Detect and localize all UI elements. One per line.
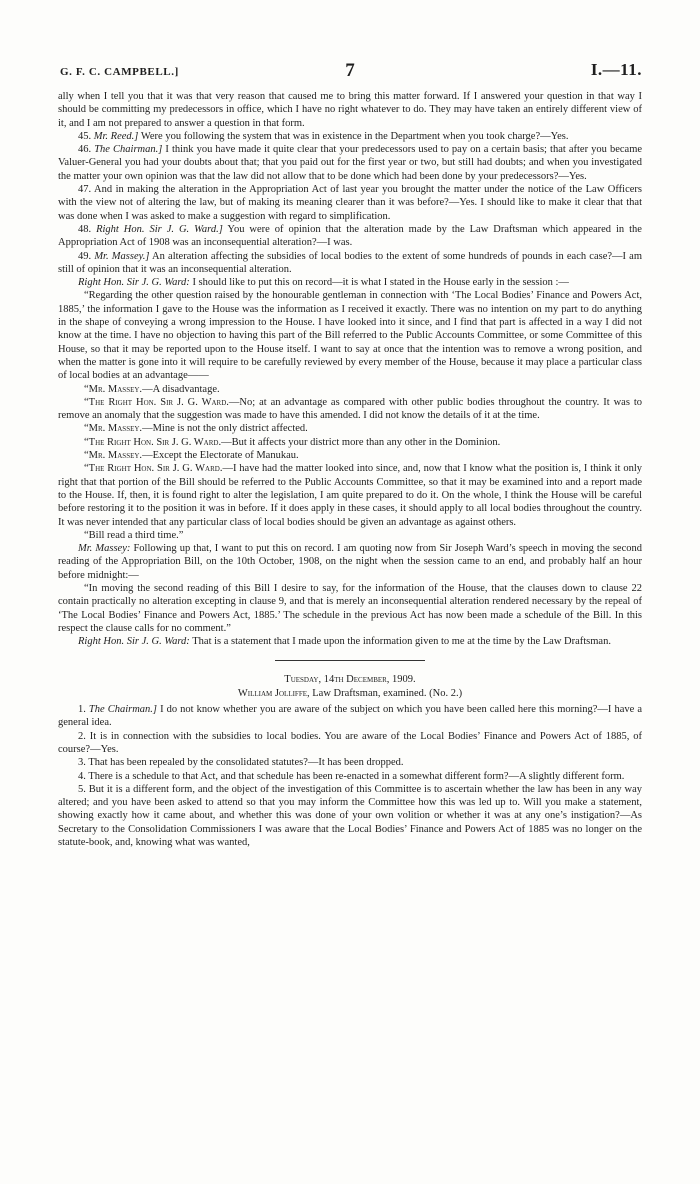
- speaker: Mr. Reed.]: [93, 130, 139, 142]
- ward-statement: Right Hon. Sir J. G. Ward: I should like to put this on record—it is what I stated in the House early in the session :—: [78, 277, 569, 289]
- question-46: 46. The Chairman.] I think you have made it quite clear that your predecessors used to pay on a certain basis; that after you became Valuer-General you had your doubts about that; that you paid out for the first year or two, but still had doubts; and when you investigated the matter your own opinion was that the law did not allow that to be done which had been done by your predecessors?—Yes.: [58, 144, 643, 182]
- section-divider: [275, 660, 425, 661]
- hansard-quote: “The Right Hon. Sir J. G. Ward.—I have had the matter looked into since, and, now that I know what the position is, I think it only right that that portion of the Bill should be referred to the Public Accounts Committee, so that it may be examined into and a report made to the House. If, then, it is found right to alter the legislation, I am quite prepared to do it. On the whole, I think the House will be careful before restoring it to the position it was in before. If it does apply in these cases, it should apply to all local bodies throughout the country. It was never intended that any particular class of local bodies should be given an advantage as against others.: [58, 463, 642, 528]
- speaker: The Chairman.]: [88, 704, 158, 716]
- question-3: 3. That has been repealed by the consolidated statutes?—It has been dropped.: [78, 757, 404, 769]
- speaker: Mr. Massey:: [78, 543, 131, 555]
- speaker: Right Hon. Sir J. G. Ward:: [78, 636, 190, 648]
- question-1: 1. The Chairman.] I do not know whether you are aware of the subject on which you have been called here this morning?—I have a general idea.: [58, 704, 642, 729]
- ward-reply: Right Hon. Sir J. G. Ward: That is a statement that I made upon the information given to me at the time by the Law Draftsman.: [78, 636, 611, 648]
- hansard-quote: “Mr. Massey.—A disadvantage.: [84, 383, 220, 395]
- speaker: Right Hon. Sir J. G. Ward:: [78, 277, 190, 289]
- hansard-quote: “Bill read a third time.”: [84, 529, 184, 541]
- hansard-quote: “Mr. Massey.—Mine is not the only district affected.: [84, 423, 308, 435]
- witness-heading: William Jolliffe, Law Draftsman, examined. (No. 2.): [237, 687, 463, 699]
- question-47: 47. And in making the alteration in the Appropriation Act of last year you brought the matter under the notice of the Law Officers with the view not of altering the law, but of making its meaning clearer than it was before?—Yes. I should like to make it clear that that was done when I was asked to make a suggestion with regard to simplification.: [58, 184, 642, 222]
- question-45: 45. Mr. Reed.] Were you following the system that was in existence in the Department when you took charge?—Yes.: [78, 130, 569, 142]
- hansard-quote: “Mr. Massey.—Except the Electorate of Manukau.: [84, 450, 299, 462]
- question-5: 5. But it is a different form, and the object of the investigation of this Committee is to ascertain whether the law has been in any way altered; and you have been asked to attend so that you may inform the Committee how this was led up to. Will you make a statement, showing exactly how it came about, and whether this was done of your own volition or whether it was at any one’s instigation?—As Secretary to the Consolidation Commissioners I was aware that the Local Bodies’ Finance and Powers Act of 1885 was no longer on the statute-book, and, knowing what was wanted,: [58, 783, 642, 849]
- paragraph-continued: ally when I tell you that it was that very reason that caused me to bring this matter forward. If I answered your question in that way I should be committing my predecessors in office, which I have no right whatever to do. They may have taken an entirely different view of it, and I am not prepared to answer a question in that form.: [58, 91, 642, 129]
- speaker: The Chairman.]: [94, 144, 163, 156]
- question-49: 49. Mr. Massey.] An alteration affecting the subsidies of local bodies to the extent of some hundreds of pounds in each case?—I am still of opinion that it was an inconsequential alteration.: [58, 250, 643, 275]
- hansard-quote: “Regarding the other question raised by the honourable gentleman in connection with ‘The Local Bodies’ Finance and Powers Act, 1885,’ the information I gave to the House was the information as I received it exactly. There was no intention on my part to do anything in the shape of conveying a wrong impression to the House. I have looked into it since, and I find that part is affected in a way I did not know at the time. I have no objection to having this part of the Bill referred to the Public Accounts Committee, or some Committee of this House, so that it may be reported upon to the House itself. I want to say at once that the intention was to remove a wrong position, and when the matter is gone into it will require to be carefully reviewed by every member of the House, because it may place a particular class of local bodies at an advantage——: [58, 290, 642, 382]
- massey-statement: Mr. Massey: Following up that, I want to put this on record. I am quoting now from Sir Joseph Ward’s speech in moving the second reading of the Appropriation Bill, on the 10th October, 1908, on the night when the session came to an end, and probably half an hour before midnight:—: [58, 543, 642, 581]
- page-number: 7: [345, 60, 355, 81]
- page-header: [58, 60, 642, 90]
- hansard-quote: “The Right Hon. Sir J. G. Ward.—But it affects your district more than any other in the Dominion.: [84, 436, 501, 448]
- question-48: 48. Right Hon. Sir J. G. Ward.] You were of opinion that the alteration made by the Law Draftsman which appeared in the Appropriation Act of 1908 was an inconsequential alteration?—I was.: [58, 223, 642, 249]
- speaker: Right Hon. Sir J. G. Ward.]: [96, 223, 223, 235]
- question-2: 2. It is in connection with the subsidies to local bodies. You are aware of the Local Bodies’ Finance and Powers Act of 1885, of course?—Yes.: [58, 730, 642, 755]
- appropriation-quote: “In moving the second reading of this Bill I desire to say, for the information of the House, that the clauses down to clause 22 contain practically no alteration excepting in clause 9, and that is merely an inconsequential alteration rendered necessary by the repeal of ‘The Local Bodies’ Finance and Powers Act, 1885.’ The schedule in the previous Act has now been made a schedule of the Bill. In this respect the clause calls for no comment.”: [58, 582, 642, 634]
- question-4: 4. There is a schedule to that Act, and that schedule has been re-enacted in a somewhat different form?—A slightly different form.: [78, 770, 625, 782]
- witness-running-head: G. F. C. CAMPBELL.]: [60, 66, 179, 78]
- session-date: Tuesday, 14th December, 1909.: [284, 674, 416, 686]
- speaker: Mr. Massey.]: [94, 250, 150, 262]
- document-reference: I.—11.: [590, 60, 642, 79]
- hansard-quote: “The Right Hon. Sir J. G. Ward.—No; at an advantage as compared with other public bodies throughout the country. It was to remove an anomaly that the suggestion was made to have this amended. I did not know the details of it at the time.: [58, 396, 642, 422]
- body-text: [58, 90, 642, 849]
